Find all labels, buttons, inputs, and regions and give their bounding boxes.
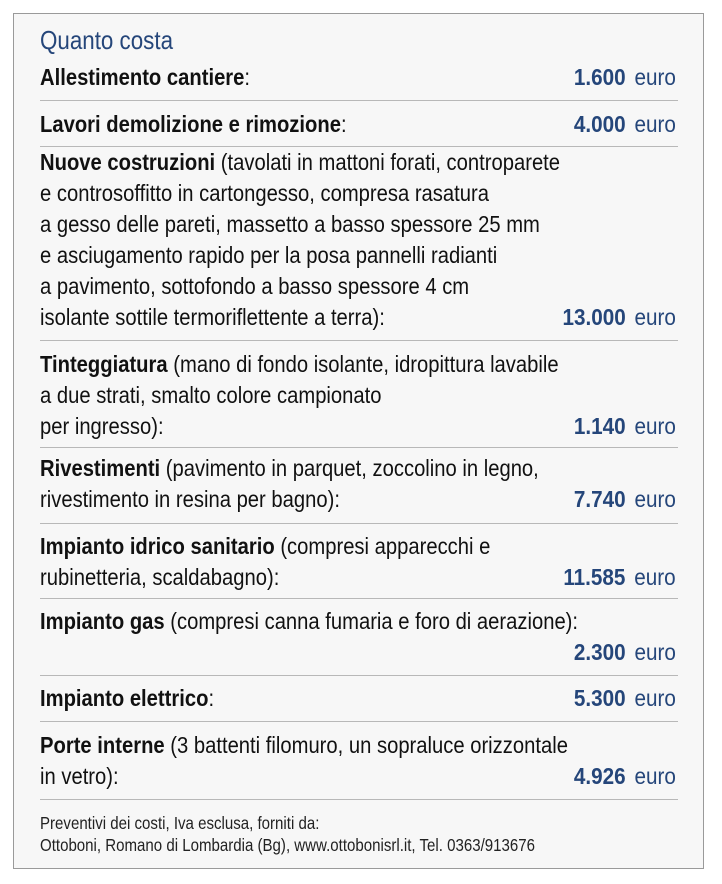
cost-entry-idrico (40, 533, 678, 590)
entry-amount: 7.740 (574, 486, 626, 512)
cost-entry-tinteggiatura (40, 351, 678, 439)
separator (40, 598, 678, 599)
entry-desc: a pavimento, sottofondo a basso spessore 4 cm (40, 273, 470, 299)
entry-price (574, 685, 676, 711)
entry-amount: 1.600 (574, 64, 626, 90)
footer-note (40, 812, 700, 856)
entry-currency: euro (634, 639, 676, 665)
entry-desc: rubinetteria, scaldabagno): (40, 564, 280, 590)
cost-entry-allestimento (40, 64, 678, 90)
entry-price (574, 486, 676, 512)
entry-desc: : (244, 64, 251, 90)
entry-amount: 13.000 (562, 304, 626, 330)
entry-name: Lavori demolizione e rimozione (40, 111, 341, 137)
entry-name: Rivestimenti (40, 455, 161, 481)
entry-desc: a gesso delle pareti, massetto a basso spessore 25 mm (40, 211, 540, 237)
entry-desc: e asciugamento rapido per la posa pannelli radianti (40, 242, 498, 268)
separator (40, 675, 678, 676)
separator (40, 721, 678, 722)
entry-price (574, 413, 676, 439)
entry-desc: in vetro): (40, 763, 119, 789)
entry-desc: rivestimento in resina per bagno): (40, 486, 340, 512)
entry-currency: euro (634, 413, 676, 439)
entry-price (574, 639, 676, 665)
entry-name: Porte interne (40, 732, 165, 758)
entry-currency: euro (634, 486, 676, 512)
entry-currency: euro (634, 64, 676, 90)
cost-entry-nuove-costruzioni (40, 149, 678, 330)
entry-currency: euro (634, 685, 676, 711)
entry-amount: 1.140 (574, 413, 626, 439)
entry-name: Impianto elettrico (40, 685, 209, 711)
panel-title: Quanto costa (40, 25, 174, 55)
separator (40, 447, 678, 448)
separator (40, 340, 678, 341)
entry-amount: 5.300 (574, 685, 626, 711)
entry-price (574, 64, 676, 90)
entry-currency: euro (634, 304, 676, 330)
cost-entry-demolizione (40, 111, 678, 137)
entry-amount: 4.000 (574, 111, 626, 137)
entry-currency: euro (634, 564, 676, 590)
cost-entry-rivestimenti (40, 455, 678, 512)
cost-entry-gas (40, 608, 678, 665)
entry-desc: : (208, 685, 215, 711)
entry-desc: (pavimento in parquet, zoccolino in legno, (160, 455, 539, 481)
entry-currency: euro (634, 763, 676, 789)
entry-desc: (mano di fondo isolante, idropittura lavabile (167, 351, 559, 377)
separator (40, 146, 678, 147)
cost-entry-elettrico (40, 685, 678, 711)
separator (40, 523, 678, 524)
entry-currency: euro (634, 111, 676, 137)
entry-price (574, 763, 676, 789)
entry-desc: : (340, 111, 347, 137)
entry-desc: (compresi apparecchi e (274, 533, 491, 559)
entry-amount: 2.300 (574, 639, 626, 665)
entry-desc: (compresi canna fumaria e foro di aerazione): (164, 608, 579, 634)
entry-desc: (3 battenti filomuro, un sopraluce orizzontale (164, 732, 568, 758)
entry-price (563, 304, 676, 330)
footer-line-2: Ottoboni, Romano di Lombardia (Bg), www.ottobonisrl.it, Tel. 0363/913676 (40, 835, 535, 855)
entry-name: Impianto idrico sanitario (40, 533, 275, 559)
entry-desc: isolante sottile termoriflettente a terra): (40, 304, 385, 330)
entry-amount: 11.585 (563, 564, 626, 590)
entry-desc: a due strati, smalto colore campionato (40, 382, 382, 408)
entry-price (564, 564, 676, 590)
entry-desc: per ingresso): (40, 413, 164, 439)
separator (40, 100, 678, 101)
footer-line-1: Preventivi dei costi, Iva esclusa, forniti da: (40, 813, 320, 833)
entry-name: Nuove costruzioni (40, 149, 216, 175)
entry-desc: e controsoffitto in cartongesso, compresa rasatura (40, 180, 489, 206)
entry-name: Allestimento cantiere (40, 64, 245, 90)
entry-amount: 4.926 (574, 763, 626, 789)
entry-name: Tinteggiatura (40, 351, 168, 377)
entry-desc: (tavolati in mattoni forati, controparete (215, 149, 561, 175)
cost-entry-porte (40, 732, 678, 789)
entry-name: Impianto gas (40, 608, 165, 634)
entry-price (574, 111, 676, 137)
separator (40, 799, 678, 800)
